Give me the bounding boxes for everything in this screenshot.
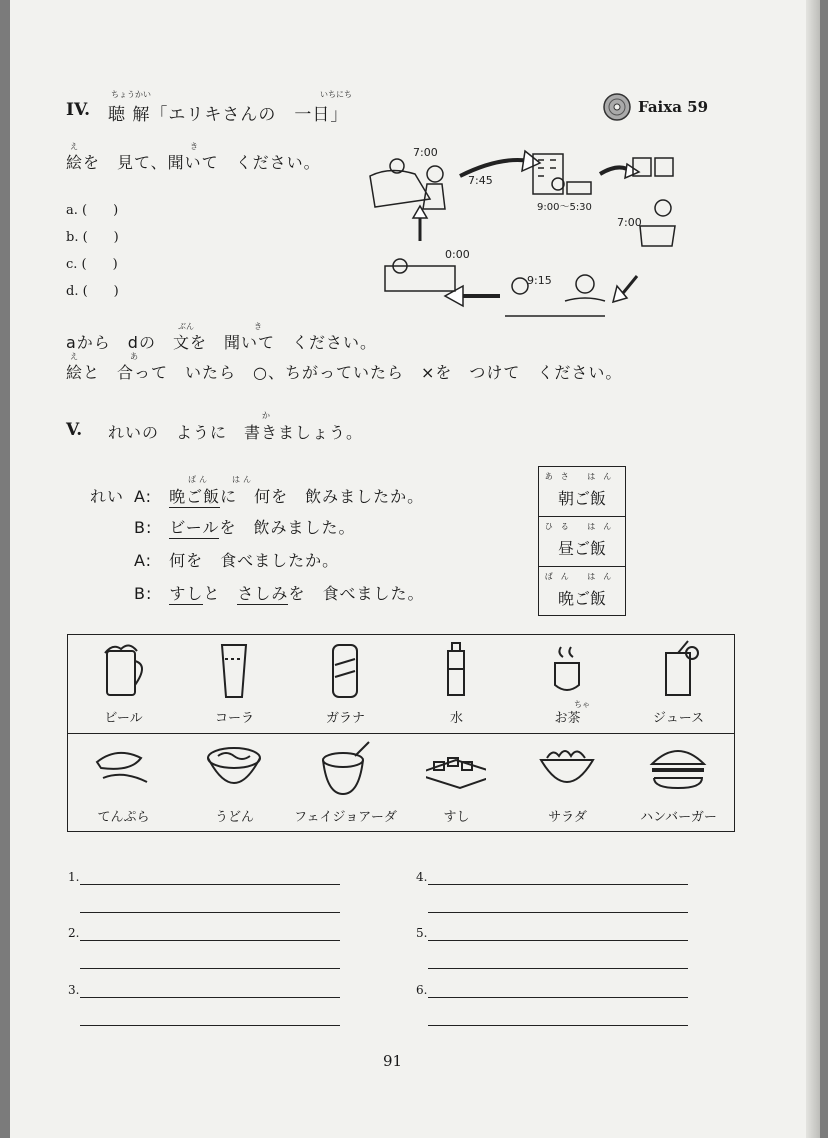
section5-numeral: V. — [66, 420, 83, 440]
answer-line-5a[interactable] — [428, 940, 688, 941]
food-drink-table — [67, 634, 735, 832]
answer-line-2a[interactable] — [80, 940, 340, 941]
answer-line-4a[interactable] — [428, 884, 688, 885]
answer-number-6: 6. — [416, 983, 428, 997]
food-tempura: てんぷら — [68, 734, 179, 831]
time-label: 7:45 — [468, 174, 493, 187]
hamburger-icon — [648, 738, 708, 802]
instruction-look-listen: 絵を 見て、聞いて ください。 — [66, 153, 321, 172]
answer-number-3: 3. — [68, 983, 80, 997]
food-salad: サラダ — [512, 734, 623, 831]
dialogue-line-4: B: すしと さしみを 食べました。 — [134, 584, 425, 603]
food-udon: うどん — [179, 734, 290, 831]
water-bottle-icon — [426, 639, 486, 703]
answer-number-1: 1. — [68, 870, 80, 884]
ruby-ichinichi: いちにち — [320, 90, 352, 99]
tempura-icon — [93, 738, 153, 802]
option-b[interactable]: b. ( ) — [66, 230, 119, 245]
beer-mug-icon — [93, 639, 153, 703]
option-d[interactable]: d. ( ) — [66, 284, 119, 299]
answer-line-1b[interactable] — [80, 912, 340, 913]
ruby-ka: か — [262, 411, 270, 420]
udon-bowl-icon — [204, 738, 264, 802]
time-label: 0:00 — [445, 248, 470, 261]
time-label: 7:00 — [617, 216, 642, 229]
drink-juice: ジュース — [623, 635, 734, 732]
ruby-e: え — [70, 142, 78, 151]
salad-bowl-icon — [537, 738, 597, 802]
section5-title: れいの ように 書きましょう。 — [108, 423, 364, 442]
option-a[interactable]: a. ( ) — [66, 203, 119, 218]
food-feijoada: フェイジョアーダ — [290, 734, 401, 831]
soda-can-icon — [315, 639, 375, 703]
page-spine — [806, 0, 820, 1138]
answer-line-5b[interactable] — [428, 968, 688, 969]
section4-numeral: IV. — [66, 100, 91, 120]
answer-line-4b[interactable] — [428, 912, 688, 913]
drinks-row — [68, 635, 734, 732]
answer-number-4: 4. — [416, 870, 428, 884]
answer-line-1a[interactable] — [80, 884, 340, 885]
page-number: 91 — [383, 1052, 403, 1070]
drink-cola: コーラ — [179, 635, 290, 732]
answer-number-2: 2. — [68, 926, 80, 940]
meal-dinner: ばん はん 晩ご飯 — [544, 572, 620, 608]
example-label: れい — [90, 487, 125, 506]
feijoada-pot-icon — [315, 738, 375, 802]
answer-line-6a[interactable] — [428, 997, 688, 998]
drink-beer: ビール — [68, 635, 179, 732]
ruby-choukai: ちょうかい — [111, 90, 151, 99]
answer-line-3b[interactable] — [80, 1025, 340, 1026]
ruby-ki2: き — [254, 322, 262, 331]
dialogue-line-3: A: 何を 食べましたか。 — [134, 551, 340, 570]
time-label: 7:00 — [413, 146, 438, 159]
food-hamburger: ハンバーガー — [623, 734, 734, 831]
bed-morning-shape — [370, 170, 430, 207]
time-label: 9:15 — [527, 274, 552, 287]
instruction-listen-sentences: aから dの 文を 聞いて ください。 — [66, 333, 377, 352]
dialogue-line-1: A: 晩ご飯に 何を 飲みましたか。 — [134, 487, 425, 506]
ruby-ki: き — [190, 142, 198, 151]
sushi-tray-icon — [426, 738, 486, 802]
ruby-a: あ — [130, 352, 138, 361]
instruction-mark: 絵と 合って いたら ○、ちがっていたら ×を つけて ください。 — [66, 363, 623, 382]
meal-breakfast: あさ はん 朝ご飯 — [539, 467, 625, 517]
drink-guarana: ガラナ — [290, 635, 401, 732]
ruby-e2: え — [70, 352, 78, 361]
meal-lunch: ひる はん 昼ご飯 — [539, 517, 625, 567]
ruby-bun: ぶん — [178, 322, 194, 331]
section4-title: 聴 解「エリキさんの 一日」 — [108, 105, 349, 125]
dialogue-line-2: B: ビールを 飲みました。 — [134, 518, 356, 537]
meal-box — [538, 466, 626, 616]
answer-line-2b[interactable] — [80, 968, 340, 969]
drink-water: 水 — [401, 635, 512, 732]
ruby-ban-han: ばん はん — [188, 475, 254, 484]
food-sushi: すし — [401, 734, 512, 831]
option-c[interactable]: c. ( ) — [66, 257, 118, 272]
workbook-page — [10, 0, 820, 1138]
time-label: 9:00～5:30 — [537, 202, 592, 213]
cola-glass-icon — [204, 639, 264, 703]
track-label: Faixa 59 — [638, 98, 709, 116]
tea-cup-icon — [537, 639, 597, 703]
drink-tea: ちゃ お茶 — [512, 635, 623, 732]
daily-routine-illustration — [355, 136, 695, 336]
answer-number-5: 5. — [416, 926, 428, 940]
juice-glass-icon — [648, 639, 708, 703]
answer-line-3a[interactable] — [80, 997, 340, 998]
answer-line-6b[interactable] — [428, 1025, 688, 1026]
cd-icon — [602, 92, 632, 122]
foods-row — [68, 733, 734, 831]
